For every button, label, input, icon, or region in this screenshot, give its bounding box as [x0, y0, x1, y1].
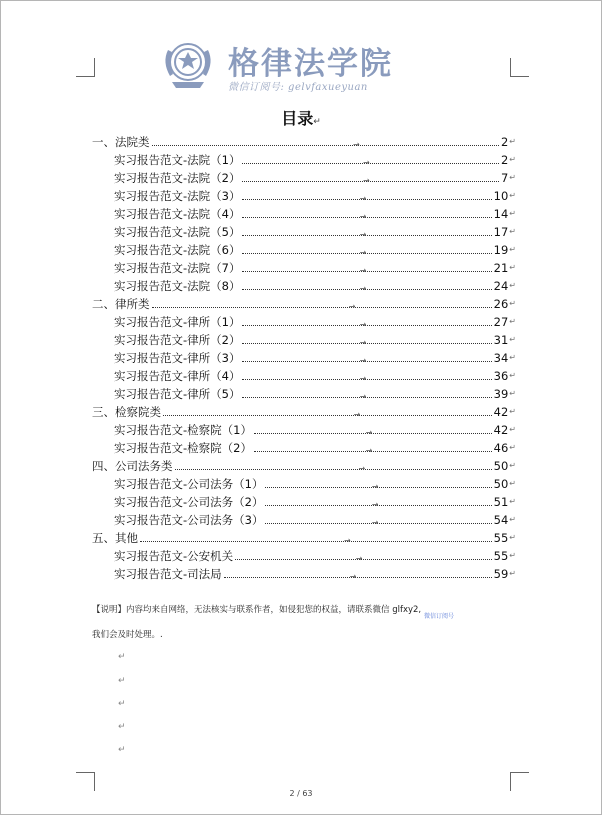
tab-arrow-icon: → [359, 211, 367, 221]
toc-entry[interactable] [92, 385, 516, 403]
tab-arrow-icon: → [359, 337, 367, 347]
paragraph-mark-icon: ↵ [118, 722, 126, 732]
crop-mark-top-right [510, 58, 529, 77]
tab-arrow-icon: → [365, 445, 373, 455]
tab-arrow-icon: → [371, 517, 379, 527]
logo-title: 格律法学院 [228, 46, 393, 82]
tab-arrow-icon: → [353, 139, 360, 149]
toc-entry-page-number: 2 [500, 135, 509, 149]
toc-entry-title: 实习报告范文-法院（6） [114, 243, 241, 257]
toc-entry[interactable] [92, 133, 516, 151]
toc-entry-page-number: 2 [500, 153, 509, 167]
paragraph-mark-icon: ↵ [118, 652, 126, 662]
wechat-label: 微信订阅号 [424, 613, 455, 620]
paragraph-mark-icon: ↵ [118, 745, 126, 755]
tab-arrow-icon: → [359, 319, 367, 329]
toc-entry-page-number: 42 [493, 423, 509, 437]
paragraph-mark-icon: ↵ [509, 551, 516, 560]
logo-subtitle: 微信订阅号: gelvfaxueyuan [228, 82, 368, 93]
dot-leader [242, 319, 491, 329]
dot-leader [242, 283, 491, 293]
paragraph-mark-icon: ↵ [509, 245, 516, 254]
toc-entry-page-number: 46 [493, 441, 509, 455]
tab-arrow-icon: → [363, 157, 370, 167]
paragraph-mark-icon: ↵ [509, 335, 516, 344]
law-school-emblem-icon [160, 36, 220, 92]
toc-entry-title: 实习报告范文-检察院（2） [114, 441, 252, 455]
toc-entry-title: 实习报告范文-法院（2） [114, 171, 241, 185]
toc-entry-page-number: 39 [493, 387, 509, 401]
toc-entry[interactable] [92, 241, 516, 259]
toc-entry-title: 实习报告范文-律所（2） [114, 333, 241, 347]
paragraph-mark-icon: ↵ [509, 389, 516, 398]
header-logo [160, 36, 440, 96]
toc-entry[interactable] [92, 223, 516, 241]
tab-arrow-icon: → [359, 283, 367, 293]
toc-entry-title: 实习报告范文-法院（8） [114, 279, 241, 293]
toc-entry-page-number: 50 [493, 459, 509, 473]
tab-arrow-icon: → [348, 301, 356, 311]
toc-entry-page-number: 24 [493, 279, 509, 293]
toc-entry-page-number: 21 [493, 261, 509, 275]
dot-leader [265, 517, 491, 527]
toc-entry-page-number: 17 [493, 225, 509, 239]
dot-leader [224, 571, 492, 581]
tab-arrow-icon: → [359, 265, 367, 275]
tab-arrow-icon: → [371, 481, 379, 491]
toc-entry[interactable] [92, 547, 516, 565]
toc-entry-title: 二、律所类 [92, 297, 150, 311]
toc-entry-title: 实习报告范文-公司法务（2） [114, 495, 264, 509]
toc-entry-title: 实习报告范文-检察院（1） [114, 423, 252, 437]
toc-entry-title: 五、其他 [92, 531, 138, 545]
paragraph-mark-icon: ↵ [509, 569, 516, 578]
dot-leader [242, 337, 491, 347]
paragraph-mark-icon: ↵ [509, 443, 516, 452]
toc-entry-page-number: 31 [493, 333, 509, 347]
dot-leader [163, 409, 492, 419]
toc-entry-page-number: 54 [493, 513, 509, 527]
toc-entry[interactable] [92, 439, 516, 457]
paragraph-mark-icon: ↵ [509, 173, 516, 182]
tab-arrow-icon: → [358, 463, 366, 473]
toc-entry[interactable] [92, 367, 516, 385]
toc-entry-title: 实习报告范文-公司法务（1） [114, 477, 264, 491]
toc-entry-page-number: 10 [493, 189, 509, 203]
dot-leader [242, 175, 499, 185]
disclaimer-note-line2: 我们会及时处理。. [92, 630, 163, 640]
toc-entry[interactable] [92, 169, 516, 187]
toc-entry-title: 实习报告范文-法院（3） [114, 189, 241, 203]
toc-entry-page-number: 50 [493, 477, 509, 491]
paragraph-mark-icon: ↵ [509, 425, 516, 434]
toc-entry-page-number: 34 [493, 351, 509, 365]
paragraph-mark-icon: ↵ [509, 461, 516, 470]
dot-leader [242, 265, 491, 275]
tab-arrow-icon: → [355, 553, 363, 563]
paragraph-mark-icon: ↵ [509, 533, 516, 542]
toc-entry[interactable] [92, 511, 516, 529]
toc-entry[interactable] [92, 313, 516, 331]
toc-entry-title: 实习报告范文-律所（5） [114, 387, 241, 401]
dot-leader [152, 139, 499, 149]
toc-entry-page-number: 59 [493, 567, 509, 581]
paragraph-mark-icon: ↵ [118, 676, 126, 686]
toc-entry-page-number: 51 [493, 495, 509, 509]
paragraph-mark-icon: ↵ [509, 299, 516, 308]
tab-arrow-icon: → [371, 499, 379, 509]
toc-entry[interactable] [92, 295, 516, 313]
toc-entry[interactable] [92, 529, 516, 547]
dot-leader [242, 247, 491, 257]
toc-entry[interactable] [92, 259, 516, 277]
toc-entry-title: 实习报告范文-司法局 [114, 567, 222, 581]
crop-mark-top-left [76, 58, 95, 77]
toc-entry[interactable] [92, 349, 516, 367]
toc-entry-title: 四、公司法务类 [92, 459, 173, 473]
toc-heading [0, 106, 602, 129]
toc-entry-page-number: 7 [500, 171, 509, 185]
paragraph-mark-icon: ↵ [509, 191, 516, 200]
tab-arrow-icon: → [363, 175, 370, 185]
dot-leader [242, 157, 499, 167]
toc-entry-page-number: 27 [493, 315, 509, 329]
tab-arrow-icon: → [365, 427, 373, 437]
toc-entry[interactable] [92, 331, 516, 349]
toc-entry-title: 实习报告范文-律所（3） [114, 351, 241, 365]
toc-entry[interactable] [92, 457, 516, 475]
tab-arrow-icon: → [359, 247, 367, 257]
dot-leader [235, 553, 492, 563]
dot-leader [265, 481, 491, 491]
dot-leader [152, 301, 492, 311]
disclaimer-note: 【说明】内容均来自网络，无法核实与联系作者，如侵犯您的权益，请联系微信 glfxy2, [92, 605, 422, 615]
paragraph-mark-icon: ↵ [509, 317, 516, 326]
paragraph-mark-icon: ↵ [313, 117, 321, 127]
dot-leader [265, 499, 491, 509]
paragraph-mark-icon: ↵ [509, 407, 516, 416]
paragraph-mark-icon: ↵ [509, 263, 516, 272]
toc-entry-page-number: 26 [493, 297, 509, 311]
tab-arrow-icon: → [359, 373, 367, 383]
toc-entry[interactable] [92, 565, 516, 583]
tab-arrow-icon: → [349, 571, 357, 581]
paragraph-mark-icon: ↵ [509, 227, 516, 236]
toc-entry-page-number: 42 [493, 405, 509, 419]
paragraph-mark-icon: ↵ [509, 371, 516, 380]
toc-entry-page-number: 14 [493, 207, 509, 221]
toc-entry-title: 实习报告范文-公司法务（3） [114, 513, 264, 527]
dot-leader [140, 535, 492, 545]
toc-entry-page-number: 55 [493, 549, 509, 563]
tab-arrow-icon: → [353, 409, 361, 419]
dot-leader [254, 445, 492, 455]
toc-entry-title: 实习报告范文-律所（1） [114, 315, 241, 329]
toc-entry[interactable] [92, 475, 516, 493]
dot-leader [242, 211, 491, 221]
paragraph-mark-icon: ↵ [509, 155, 516, 164]
toc-entry[interactable] [92, 205, 516, 223]
toc-entry-title: 一、法院类 [92, 135, 150, 149]
dot-leader [242, 391, 491, 401]
toc-entry-title: 实习报告范文-法院（5） [114, 225, 241, 239]
paragraph-mark-icon: ↵ [509, 281, 516, 290]
toc-entry-title: 实习报告范文-法院（4） [114, 207, 241, 221]
tab-arrow-icon: → [359, 391, 367, 401]
toc-entry[interactable] [92, 151, 516, 169]
tab-arrow-icon: → [343, 535, 351, 545]
toc-entry[interactable] [92, 187, 516, 205]
paragraph-mark-icon: ↵ [509, 479, 516, 488]
tab-arrow-icon: → [359, 193, 367, 203]
paragraph-mark-icon: ↵ [509, 353, 516, 362]
toc-entry-page-number: 19 [493, 243, 509, 257]
toc-entry-page-number: 55 [493, 531, 509, 545]
toc-entry[interactable] [92, 493, 516, 511]
toc-entry-title: 实习报告范文-法院（1） [114, 153, 241, 167]
page-number: 2 / 63 [289, 789, 313, 798]
paragraph-mark-icon: ↵ [509, 515, 516, 524]
table-of-contents [92, 133, 516, 583]
toc-title: 目录 [281, 109, 314, 128]
paragraph-mark-icon: ↵ [509, 137, 516, 146]
toc-entry-title: 三、检察院类 [92, 405, 161, 419]
toc-entry[interactable] [92, 277, 516, 295]
tab-arrow-icon: → [359, 229, 367, 239]
dot-leader [175, 463, 492, 473]
dot-leader [242, 229, 491, 239]
dot-leader [242, 193, 491, 203]
toc-entry-page-number: 36 [493, 369, 509, 383]
tab-arrow-icon: → [359, 355, 367, 365]
paragraph-mark-icon: ↵ [118, 699, 126, 709]
dot-leader [242, 373, 491, 383]
toc-entry-title: 实习报告范文-公安机关 [114, 549, 234, 563]
paragraph-mark-icon: ↵ [509, 497, 516, 506]
paragraph-mark-icon: ↵ [509, 209, 516, 218]
dot-leader [254, 427, 492, 437]
toc-entry-title: 实习报告范文-律所（4） [114, 369, 241, 383]
toc-entry[interactable] [92, 421, 516, 439]
toc-entry[interactable] [92, 403, 516, 421]
toc-entry-title: 实习报告范文-法院（7） [114, 261, 241, 275]
dot-leader [242, 355, 491, 365]
